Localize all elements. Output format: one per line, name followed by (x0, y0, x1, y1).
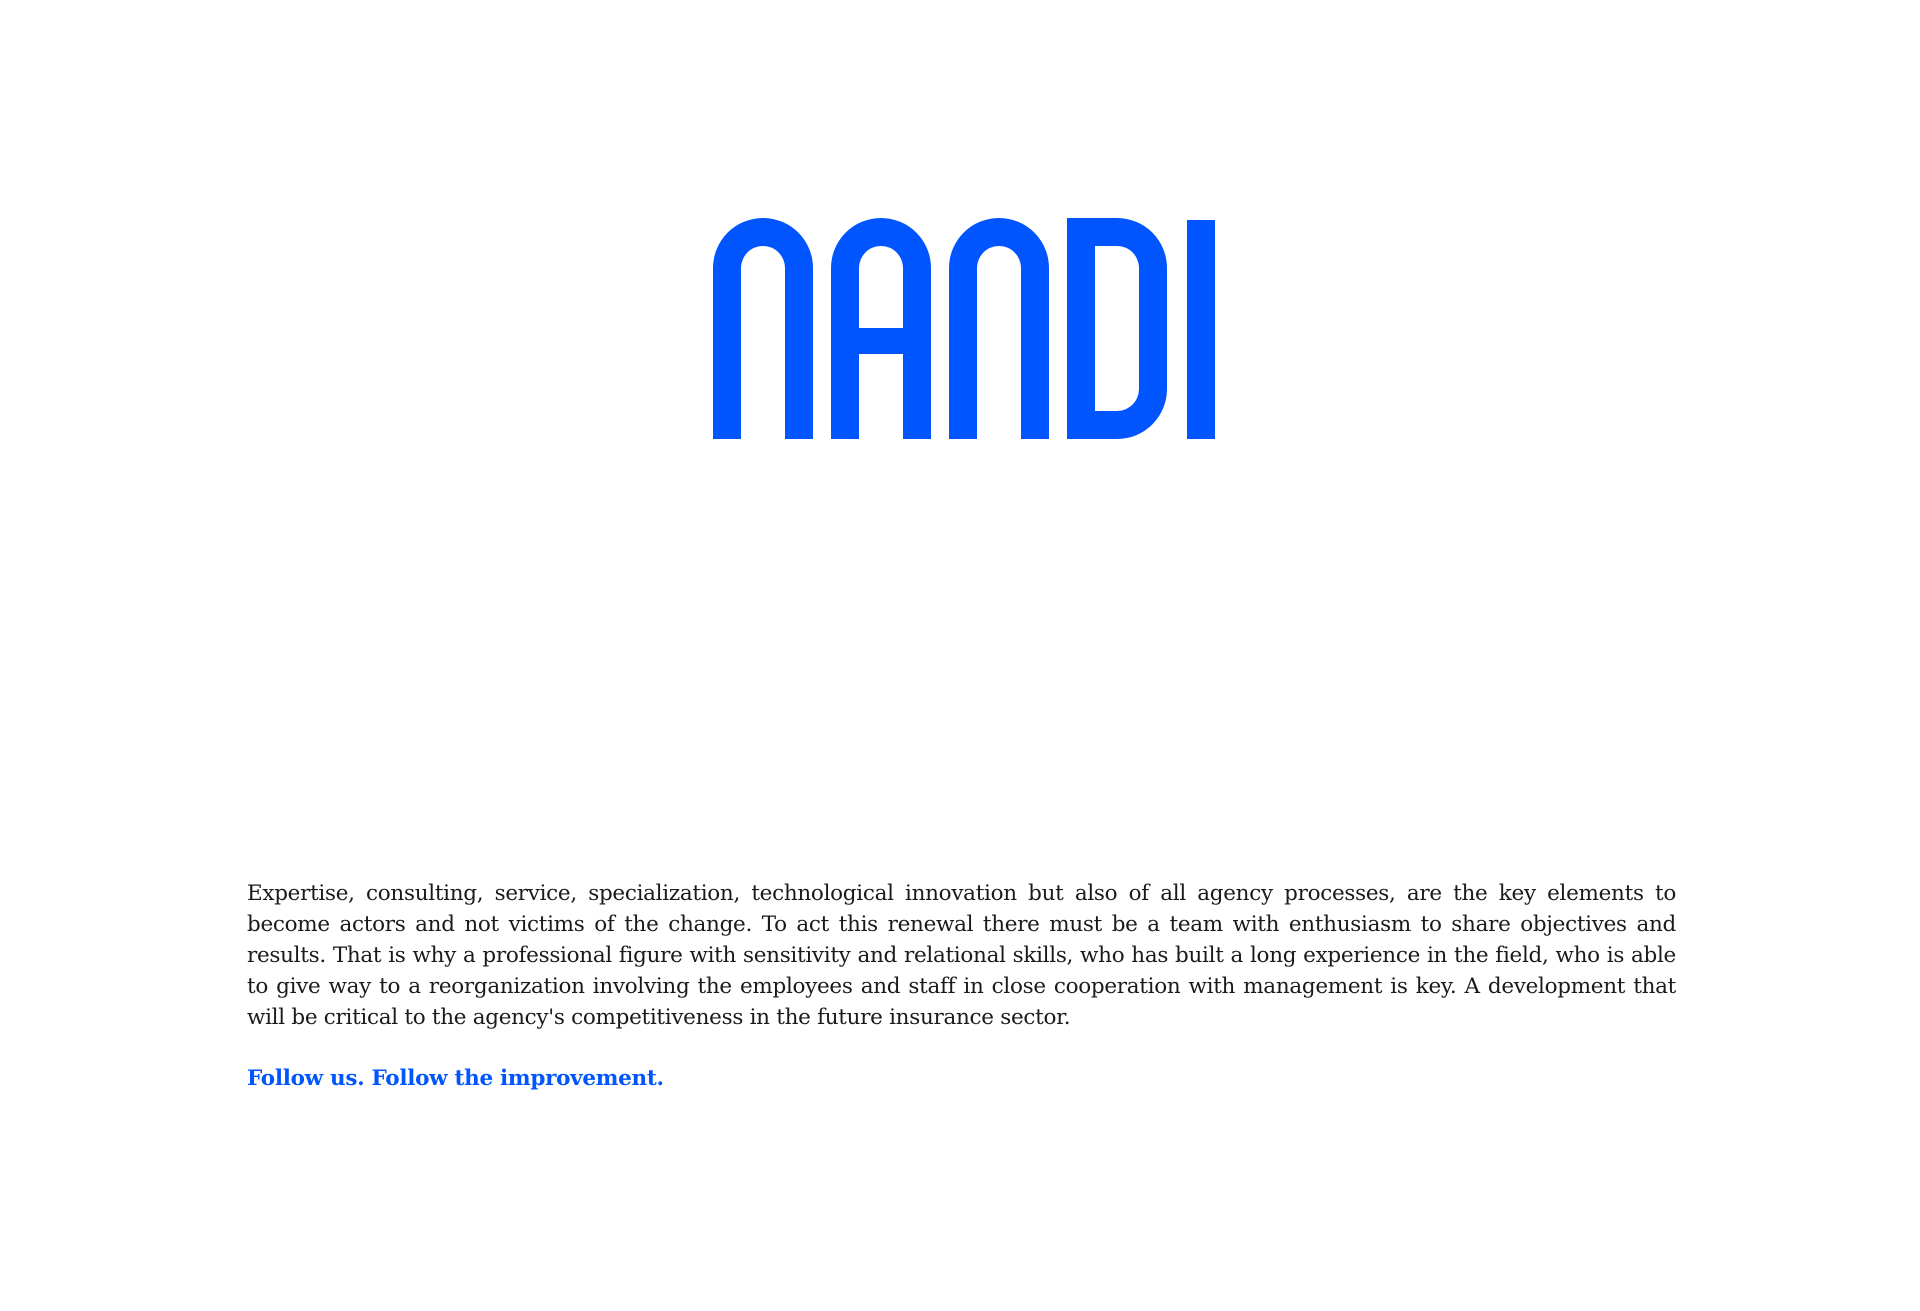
logo-letter-a (831, 218, 931, 439)
logo-letter-d (1067, 218, 1167, 439)
intro-paragraph: Expertise, consulting, service, specialization, technological innovation but also of all agency processes, are the key elements to become actors and not victims of the change. To act this renewal there must be a team with enthusiasm to share objectives and results. That is why a professional figure with sensitivity and relational skills, who has built a long experience in the field, who is able to give way to a reorganization involving the employees and staff in close cooperation with management is key. A development that will be critical to the agency's competitiveness in the future insurance sector. (247, 881, 1676, 1030)
logo-letter-i (1187, 220, 1215, 439)
tagline: Follow us. Follow the improvement. (247, 1066, 664, 1091)
logo-letter-n2 (949, 218, 1049, 439)
nandi-logo (713, 218, 1215, 439)
nandi-wordmark-icon (713, 218, 1215, 439)
logo-letter-n1 (713, 218, 813, 439)
